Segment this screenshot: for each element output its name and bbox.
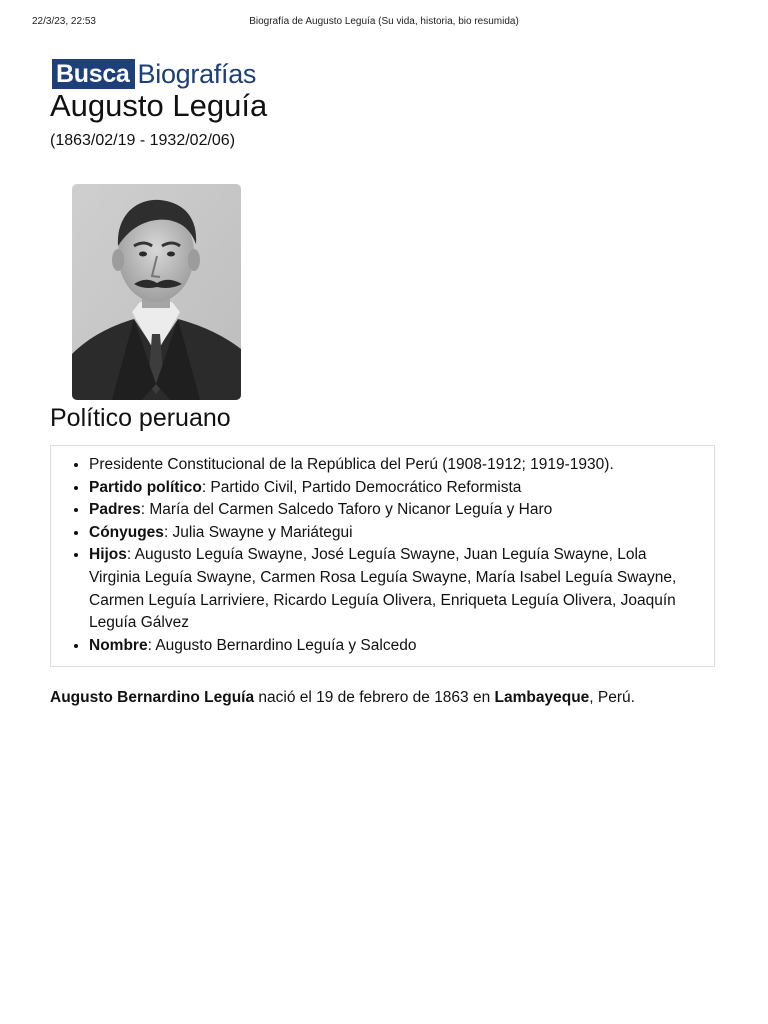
logo-busca: Busca	[52, 59, 135, 89]
life-dates: (1863/02/19 - 1932/02/06)	[50, 132, 236, 149]
item-text: Presidente Constitucional de la República del Perú (1908-1912; 1919-1930).	[89, 456, 614, 473]
print-date: 22/3/23, 22:53	[32, 16, 96, 27]
site-logo[interactable]	[52, 58, 256, 90]
section-title: Político peruano	[50, 404, 231, 432]
item-label: Padres	[89, 501, 141, 519]
intro-place: Lambayeque	[494, 689, 590, 706]
intro-paragraph	[50, 687, 730, 709]
portrait-photo	[72, 184, 241, 400]
item-label: Hijos	[89, 546, 127, 564]
item-text: : Augusto Leguía Swayne, José Leguía Swayne, Juan Leguía Swayne, Lola Virginia Leguía Swayne, Carmen Rosa Leguía Swayne, María Isabel Leguía Swayne, Carmen Leguía Larriviere, Ricardo Leguía Olivera, Enriqueta Leguía Olivera, Joaquín Leguía Gálvez	[89, 546, 677, 632]
portrait-image	[72, 184, 241, 400]
item-label: Cónyuges	[89, 523, 164, 541]
list-item	[89, 635, 696, 658]
item-label: Nombre	[89, 636, 148, 654]
list-item	[89, 544, 696, 634]
list-item	[89, 499, 696, 522]
intro-name: Augusto Bernardino Leguía	[50, 689, 255, 706]
list-item	[89, 522, 696, 545]
item-label: Partido político	[89, 478, 202, 496]
logo-biografias: Biografías	[137, 59, 257, 89]
list-item	[89, 477, 696, 500]
intro-text-2: , Perú.	[589, 689, 635, 706]
infobox-list	[51, 446, 714, 657]
print-header	[0, 16, 768, 30]
item-text: : Augusto Bernardino Leguía y Salcedo	[147, 636, 417, 654]
item-text: : María del Carmen Salcedo Taforo y Nicanor Leguía y Haro	[140, 501, 553, 519]
item-text: : Julia Swayne y Mariátegui	[163, 523, 353, 541]
page-title: Augusto Leguía	[50, 88, 268, 123]
intro-text-1: nació el 19 de febrero de 1863 en	[254, 689, 495, 706]
print-title: Biografía de Augusto Leguía (Su vida, historia, bio resumida)	[249, 16, 519, 27]
infobox	[50, 445, 715, 667]
item-text: : Partido Civil, Partido Democrático Reformista	[201, 478, 522, 496]
list-item	[89, 454, 696, 477]
